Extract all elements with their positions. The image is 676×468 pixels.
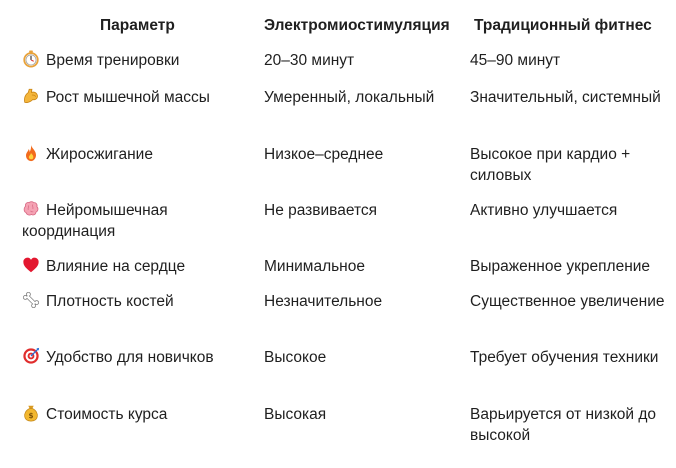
header-fitness: Традиционный фитнес	[474, 17, 652, 34]
fitness-cell: Требует обучения техники	[470, 349, 659, 366]
fitness-cell: Существенное увеличение	[470, 293, 665, 310]
param-cell	[22, 50, 254, 71]
param-label: Удобство для новичков	[46, 349, 214, 366]
param-cell	[22, 256, 254, 277]
ems-cell: Умеренный, локальный	[264, 89, 435, 106]
param-label: Нейромышечная координация	[22, 202, 168, 240]
stopwatch-icon	[22, 50, 40, 68]
param-cell	[22, 144, 254, 165]
param-label: Стоимость курса	[46, 406, 168, 423]
ems-cell: Высокое	[264, 349, 327, 366]
header-ems: Электромиостимуляция	[264, 17, 450, 34]
ems-cell: Незначительное	[264, 293, 383, 310]
flexed-biceps-icon	[22, 87, 40, 105]
bone-icon	[22, 291, 40, 309]
target-icon	[22, 347, 40, 365]
param-label: Время тренировки	[46, 52, 180, 69]
param-cell	[22, 347, 254, 368]
param-cell	[22, 87, 254, 108]
header-param: Параметр	[100, 17, 175, 34]
ems-cell: 20–30 минут	[264, 52, 355, 69]
svg-text:$: $	[28, 410, 34, 420]
brain-icon	[22, 200, 40, 218]
fire-icon	[22, 144, 40, 162]
param-cell	[22, 404, 254, 425]
ems-cell: Не развивается	[264, 202, 378, 219]
param-cell	[22, 291, 254, 312]
fitness-cell: Значительный, системный	[470, 89, 661, 106]
param-label: Жиросжигание	[46, 146, 153, 163]
money-bag-icon	[22, 404, 40, 422]
param-label: Плотность костей	[46, 293, 174, 310]
param-label: Рост мышечной массы	[46, 89, 210, 106]
ems-cell: Низкое–среднее	[264, 146, 384, 163]
fitness-cell: Активно улучшается	[470, 202, 618, 219]
ems-cell: Высокая	[264, 406, 327, 423]
heart-icon	[22, 256, 40, 274]
param-cell	[22, 200, 254, 242]
param-label: Влияние на сердце	[46, 258, 186, 275]
fitness-cell: Высокое при кардио + силовых	[470, 146, 631, 184]
ems-cell: Минимальное	[264, 258, 365, 275]
fitness-cell: Варьируется от низкой до высокой	[470, 406, 657, 444]
fitness-cell: 45–90 минут	[470, 52, 561, 69]
fitness-cell: Выраженное укрепление	[470, 258, 651, 275]
